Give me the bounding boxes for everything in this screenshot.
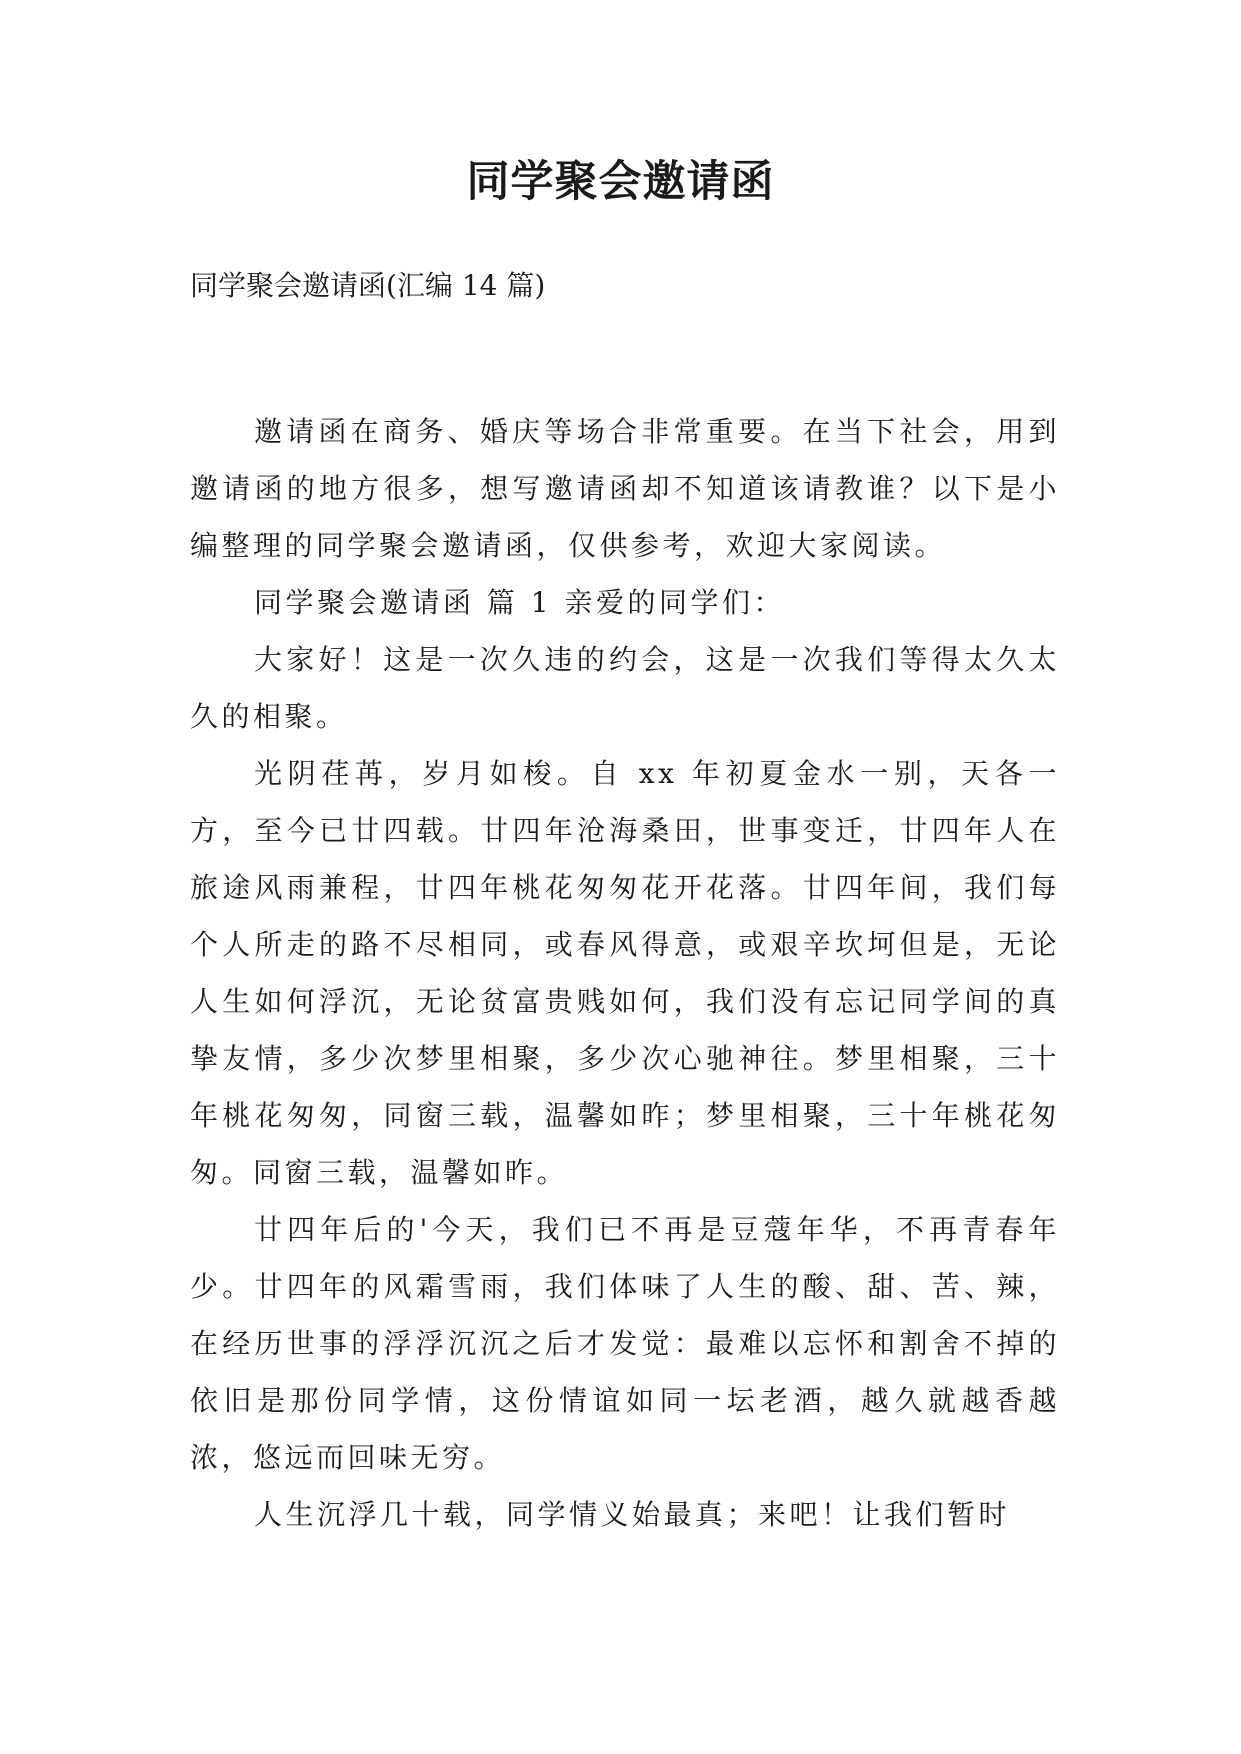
paragraph: 光阴荏苒，岁月如梭。自 xx 年初夏金水一别，天各一方，至今已廿四载。廿四年沧海桑田，世事变迁，廿四年人在旅途风雨兼程，廿四年桃花匆匆花开花落。廿四年间，我们每个人所走的路不尽相同，或春风得意，或艰辛坎坷但是，无论人生如何浮沉，无论贫富贵贱如何，我们没有忘记同学间的真挚友情，多少次梦里相聚，多少次心驰神往。梦里相聚，三十年桃花匆匆，同窗三载，温馨如昨；梦里相聚，三十年桃花匆匆。同窗三载，温馨如昨。 bbox=[190, 757, 1060, 1189]
paragraph: 人生沉浮几十载，同学情义始最真；来吧！让我们暂时 bbox=[254, 1498, 1011, 1531]
document-title: 同学聚会邀请函 bbox=[466, 157, 775, 207]
paragraph: 大家好！这是一次久违的约会，这是一次我们等得太久太久的相聚。 bbox=[190, 643, 1060, 733]
paragraph: 同学聚会邀请函 篇 1 亲爱的同学们： bbox=[254, 586, 786, 619]
document-body bbox=[190, 403, 1060, 1543]
paragraph: 邀请函在商务、婚庆等场合非常重要。在当下社会，用到邀请函的地方很多，想写邀请函却不知道该请教谁？以下是小编整理的同学聚会邀请函，仅供参考，欢迎大家阅读。 bbox=[190, 415, 1060, 562]
paragraph: 廿四年后的'今天，我们已不再是豆蔻年华，不再青春年少。廿四年的风霜雪雨，我们体味了人生的酸、甜、苦、辣，在经历世事的浮浮沉沉之后才发觉：最难以忘怀和割舍不掉的依旧是那份同学情，这份情谊如同一坛老酒，越久就越香越浓，悠远而回味无穷。 bbox=[190, 1213, 1060, 1474]
document-subtitle: 同学聚会邀请函(汇编 14 篇) bbox=[190, 269, 546, 302]
